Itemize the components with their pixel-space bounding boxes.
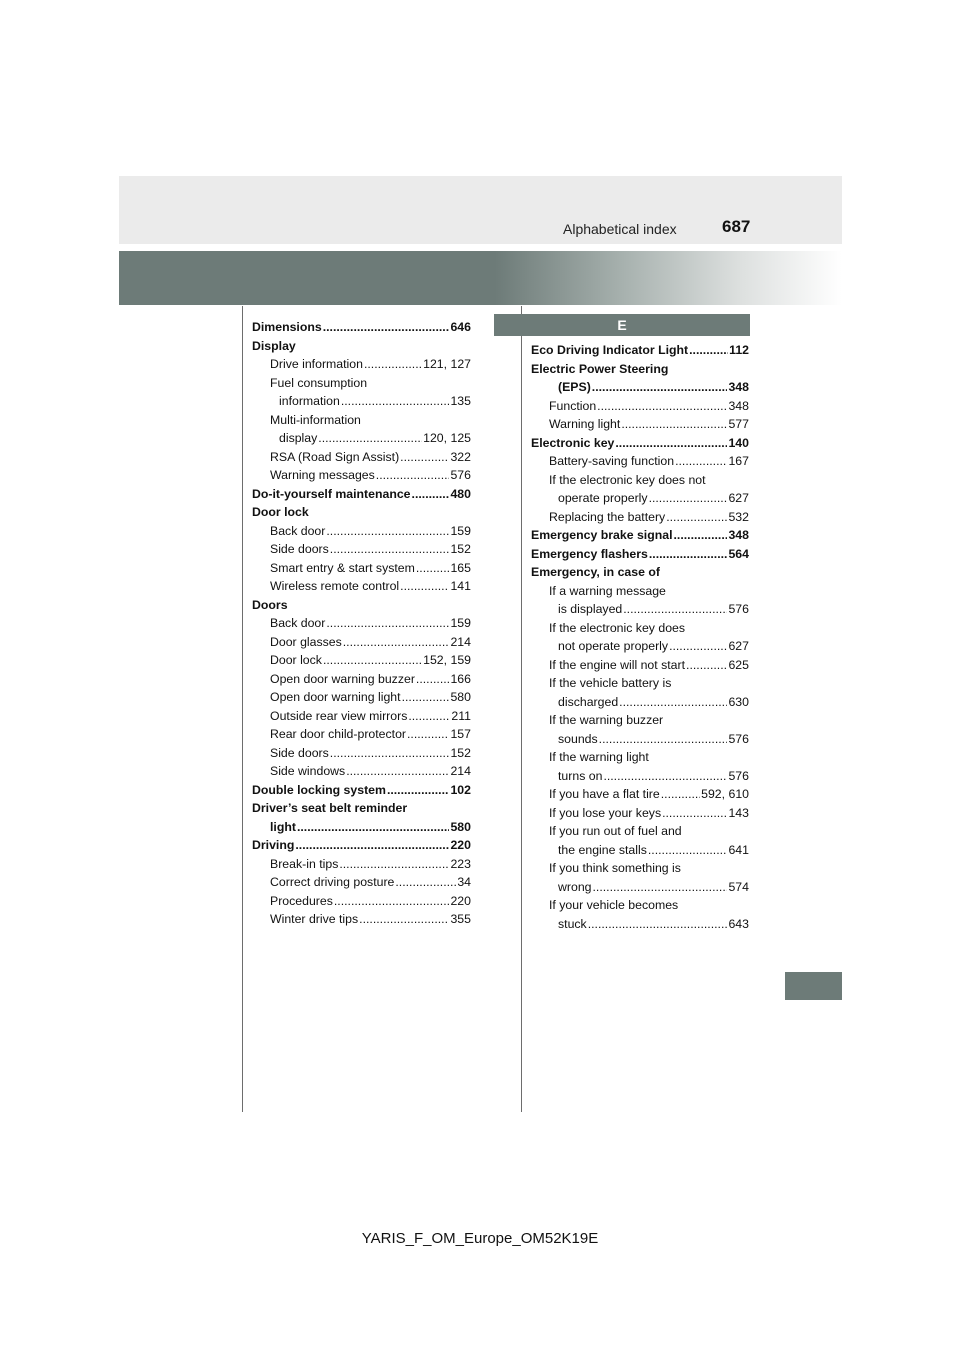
index-term: Side doors: [270, 745, 329, 760]
dot-leader: [623, 600, 727, 619]
index-page-ref: 157: [450, 727, 471, 741]
index-term: Back door: [270, 523, 326, 538]
index-entry: [252, 892, 471, 911]
index-term: Emergency brake signal: [531, 528, 673, 542]
dot-leader: [603, 767, 727, 786]
index-entry: [531, 711, 749, 730]
index-term: If the warning buzzer: [549, 713, 664, 727]
index-page-ref: 211: [451, 708, 471, 723]
index-entry: [252, 577, 471, 596]
index-term: If you lose your keys: [549, 805, 662, 820]
index-term: If you have a flat tire: [549, 787, 660, 801]
index-entry: [531, 508, 749, 527]
dot-leader: [334, 892, 450, 911]
dot-leader: [675, 452, 727, 471]
dot-leader: [592, 378, 728, 397]
index-term: Break-in tips: [270, 856, 339, 871]
index-term: Back door: [270, 616, 326, 630]
right-column-divider: [521, 306, 522, 1112]
index-term: If a warning message: [549, 583, 666, 598]
index-entry: [252, 448, 471, 467]
document-code: YARIS_F_OM_Europe_OM52K19E: [361, 1230, 599, 1247]
index-page-ref: 627: [728, 491, 749, 505]
index-entry: [531, 859, 749, 878]
index-page-ref: 348: [728, 398, 749, 413]
index-entry: [252, 744, 471, 763]
dot-leader: [648, 841, 728, 860]
dot-leader: [412, 485, 450, 504]
index-entry: [531, 452, 749, 471]
index-term: Door lock: [270, 653, 322, 667]
index-entry: [252, 873, 471, 892]
dot-leader: [395, 873, 456, 892]
dot-leader: [597, 397, 727, 416]
index-letter-heading: E: [494, 314, 750, 336]
index-term: If the electronic key does not: [549, 472, 706, 487]
index-term: turns on: [558, 768, 603, 783]
index-page-ref: 120, 125: [423, 431, 471, 445]
index-term: Doors: [252, 597, 288, 612]
dot-leader: [621, 415, 727, 434]
index-entry: [531, 841, 749, 860]
index-term: Double locking system: [252, 782, 386, 797]
index-page-ref: 159: [450, 523, 471, 538]
index-page-ref: 152: [450, 542, 471, 556]
index-entry: [252, 355, 471, 374]
dot-leader: [323, 651, 422, 670]
index-page-ref: 643: [728, 916, 749, 931]
index-page-ref: 152, 159: [423, 653, 471, 667]
index-entry: [531, 526, 749, 545]
index-entry: [252, 411, 471, 430]
index-page-ref: 102: [450, 782, 471, 797]
index-term: the engine stalls: [558, 842, 647, 857]
index-page-ref: 214: [450, 764, 471, 778]
index-term: information: [279, 394, 340, 408]
index-page-ref: 592, 610: [701, 787, 749, 801]
index-page-ref: 576: [728, 602, 749, 616]
index-term: Side doors: [270, 542, 329, 556]
index-page-ref: 166: [450, 671, 471, 686]
index-page-ref: 574: [728, 879, 749, 894]
index-entry: [252, 596, 471, 615]
index-page-ref: 348: [728, 380, 749, 394]
index-page-ref: 121, 127: [423, 357, 471, 371]
index-page-ref: 576: [728, 731, 749, 746]
dot-leader: [416, 670, 450, 689]
dot-leader: [599, 730, 728, 749]
index-page-ref: 165: [450, 560, 471, 575]
index-term: Fuel consumption: [270, 375, 368, 390]
index-entry: [252, 836, 471, 855]
index-entry: [252, 725, 471, 744]
index-term: Replacing the battery: [549, 509, 666, 524]
index-term: Rear door child-protector: [270, 727, 407, 741]
index-entry: [252, 818, 471, 837]
dot-leader: [689, 341, 728, 360]
index-entry: [531, 730, 749, 749]
index-term: Do-it-yourself maintenance: [252, 486, 411, 501]
index-term: Drive information: [270, 357, 363, 371]
index-page-ref: 580: [450, 819, 471, 834]
index-page-ref: 646: [450, 320, 471, 334]
index-term: display: [279, 431, 318, 445]
index-entry: [531, 545, 749, 564]
dot-leader: [400, 577, 449, 596]
dot-leader: [662, 804, 727, 823]
dot-leader: [376, 466, 450, 485]
index-entry: [252, 633, 471, 652]
index-page-ref: 625: [728, 657, 749, 672]
index-page-ref: 140: [728, 435, 749, 450]
chapter-tab: [785, 972, 842, 1000]
index-page-ref: 135: [450, 394, 471, 408]
index-term: Display: [252, 338, 296, 353]
index-term: RSA (Road Sign Assist): [270, 449, 400, 464]
index-entry: [252, 651, 471, 670]
index-entry: [252, 540, 471, 559]
index-entry: [252, 374, 471, 393]
dot-leader: [326, 614, 449, 633]
dot-leader: [649, 489, 728, 508]
dot-leader: [661, 785, 700, 804]
index-term: Open door warning light: [270, 690, 401, 704]
index-column-right: [531, 341, 749, 933]
index-entry: [531, 785, 749, 804]
index-entry: [531, 748, 749, 767]
index-term: Correct driving posture: [270, 875, 395, 889]
header-gradient-band: [119, 251, 842, 305]
index-term: Winter drive tips: [270, 912, 359, 926]
index-entry: [252, 910, 471, 929]
index-page-ref: 532: [728, 509, 749, 524]
index-entry: [252, 466, 471, 485]
index-entry: [531, 378, 749, 397]
index-entry: [252, 670, 471, 689]
index-term: Smart entry & start system: [270, 560, 415, 575]
dot-leader: [364, 355, 422, 374]
index-page-ref: 322: [450, 449, 471, 464]
section-title: Alphabetical index: [563, 221, 677, 237]
index-entry: [252, 707, 471, 726]
index-term: If the warning light: [549, 750, 649, 764]
left-column-divider: [242, 306, 243, 1112]
index-term: Dimensions: [252, 320, 322, 334]
index-term: Function: [549, 398, 597, 413]
dot-leader: [669, 637, 727, 656]
index-term: Emergency, in case of: [531, 565, 660, 579]
index-entry: [531, 397, 749, 416]
index-entry: [531, 489, 749, 508]
index-entry: [531, 674, 749, 693]
index-entry: [531, 619, 749, 638]
dot-leader: [666, 508, 727, 527]
index-term: light: [270, 819, 296, 834]
dot-leader: [330, 540, 450, 559]
index-term: stuck: [558, 916, 587, 931]
dot-leader: [339, 855, 449, 874]
index-page-ref: 152: [450, 745, 471, 760]
index-entry: [531, 600, 749, 619]
index-entry: [531, 415, 749, 434]
dot-leader: [295, 836, 449, 855]
index-page-ref: 480: [450, 486, 471, 501]
index-page-ref: 159: [450, 616, 471, 630]
index-entry: [531, 637, 749, 656]
index-page-ref: 564: [728, 546, 749, 561]
index-term: Side windows: [270, 764, 346, 778]
index-entry: [252, 781, 471, 800]
index-term: If your vehicle becomes: [549, 898, 679, 912]
index-page-ref: 577: [728, 417, 749, 431]
index-entry: [252, 688, 471, 707]
dot-leader: [330, 744, 450, 763]
index-page-ref: 641: [728, 842, 749, 857]
dot-leader: [387, 781, 450, 800]
index-page-ref: 34: [457, 875, 471, 889]
index-entry: [252, 855, 471, 874]
dot-leader: [402, 688, 450, 707]
index-term: If the electronic key does: [549, 620, 686, 635]
index-term: Wireless remote control: [270, 579, 400, 593]
index-term: Procedures: [270, 893, 333, 908]
index-term: If you run out of fuel and: [549, 824, 682, 838]
index-page-ref: 580: [450, 690, 471, 704]
index-entry: [531, 341, 749, 360]
index-term: wrong: [558, 879, 592, 894]
index-term: Warning light: [549, 417, 621, 431]
index-page-ref: 220: [450, 838, 471, 852]
index-term: discharged: [558, 694, 619, 709]
index-page-ref: 348: [728, 528, 749, 542]
dot-leader: [416, 559, 450, 578]
index-entry: [531, 693, 749, 712]
index-entry: [252, 429, 471, 448]
dot-leader: [343, 633, 450, 652]
index-page-ref: 627: [728, 639, 749, 653]
index-term: If the vehicle battery is: [549, 676, 672, 690]
index-term: Driver’s seat belt reminder: [252, 801, 408, 815]
dot-leader: [318, 429, 422, 448]
index-entry: [531, 360, 749, 379]
dot-leader: [619, 693, 727, 712]
index-term: not operate properly: [558, 639, 669, 653]
dot-leader: [615, 434, 727, 453]
index-page-ref: 141: [450, 579, 471, 593]
index-page-ref: 112: [729, 343, 749, 357]
index-entry: [531, 582, 749, 601]
index-entry: [531, 878, 749, 897]
index-entry: [252, 392, 471, 411]
index-entry: [252, 318, 471, 337]
index-term: Door glasses: [270, 634, 342, 649]
index-term: is displayed: [558, 602, 623, 616]
index-entry: [531, 822, 749, 841]
dot-leader: [673, 526, 727, 545]
index-term: Multi-information: [270, 412, 361, 427]
index-entry: [531, 915, 749, 934]
index-term: Outside rear view mirrors: [270, 708, 408, 723]
index-entry: [252, 337, 471, 356]
dot-leader: [588, 915, 728, 934]
dot-leader: [400, 448, 449, 467]
dot-leader: [649, 545, 728, 564]
index-column-left: [252, 318, 471, 929]
index-term: If you think something is: [549, 861, 681, 875]
index-term: Door lock: [252, 505, 309, 519]
dot-leader: [408, 707, 450, 726]
index-page-ref: 355: [450, 912, 471, 926]
index-entry: [252, 614, 471, 633]
index-entry: [252, 799, 471, 818]
index-entry: [252, 485, 471, 504]
index-term: If the engine will not start: [549, 657, 686, 672]
index-page-ref: 214: [450, 634, 471, 649]
page-number: 687: [722, 217, 751, 236]
dot-leader: [341, 392, 450, 411]
dot-leader: [593, 878, 728, 897]
index-term: Emergency flashers: [531, 546, 648, 561]
index-term: sounds: [558, 731, 598, 746]
index-term: Battery-saving function: [549, 454, 675, 468]
index-page-ref: 220: [450, 893, 471, 908]
dot-leader: [297, 818, 450, 837]
index-entry: [531, 656, 749, 675]
index-entry: [252, 559, 471, 578]
dot-leader: [359, 910, 449, 929]
index-entry: [531, 434, 749, 453]
dot-leader: [407, 725, 449, 744]
dot-leader: [323, 318, 450, 337]
index-entry: [531, 563, 749, 582]
index-entry: [252, 503, 471, 522]
index-entry: [531, 767, 749, 786]
index-page-ref: 167: [728, 454, 749, 468]
index-term: Warning messages: [270, 468, 375, 482]
index-page-ref: 143: [728, 805, 749, 820]
index-term: Eco Driving Indicator Light: [531, 343, 689, 357]
index-entry: [252, 522, 471, 541]
index-entry: [252, 762, 471, 781]
index-term: (EPS): [558, 380, 591, 394]
index-term: Open door warning buzzer: [270, 671, 415, 686]
index-entry: [531, 471, 749, 490]
index-term: Driving: [252, 838, 295, 852]
index-term: operate properly: [558, 491, 648, 505]
index-page-ref: 576: [450, 468, 471, 482]
dot-leader: [346, 762, 449, 781]
dot-leader: [686, 656, 727, 675]
index-term: Electronic key: [531, 435, 615, 450]
index-entry: [531, 896, 749, 915]
index-page-ref: 223: [450, 856, 471, 871]
index-page-ref: 576: [728, 768, 749, 783]
index-page-ref: 630: [728, 694, 749, 709]
index-entry: [531, 804, 749, 823]
dot-leader: [326, 522, 449, 541]
index-term: Electric Power Steering: [531, 361, 669, 376]
